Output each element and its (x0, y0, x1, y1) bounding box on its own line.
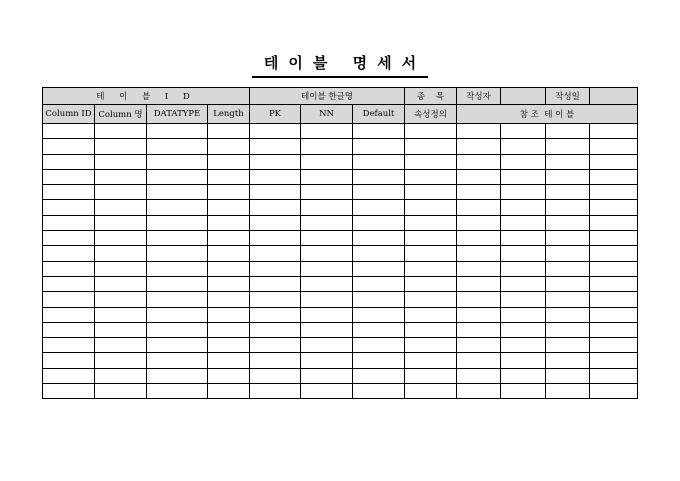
table-cell[interactable] (250, 276, 301, 291)
table-cell[interactable] (95, 246, 147, 261)
table-cell[interactable] (353, 307, 405, 322)
table-row (43, 200, 638, 215)
table-cell[interactable] (405, 169, 457, 184)
table-cell[interactable] (353, 154, 405, 169)
table-cell[interactable] (208, 200, 250, 215)
table-cell[interactable] (353, 231, 405, 246)
table-cell[interactable] (250, 200, 301, 215)
table-row (43, 231, 638, 246)
date-label: 작성일 (546, 88, 590, 105)
table-cell[interactable] (147, 368, 208, 383)
table-cell[interactable] (353, 368, 405, 383)
table-cell[interactable] (457, 384, 501, 399)
table-cell[interactable] (353, 292, 405, 307)
table-cell[interactable] (405, 368, 457, 383)
table-cell[interactable] (147, 276, 208, 291)
table-cell[interactable] (457, 231, 501, 246)
date-value[interactable] (590, 88, 638, 105)
table-cell[interactable] (43, 353, 95, 368)
table-row (43, 185, 638, 200)
table-cell[interactable] (590, 307, 638, 322)
table-cell[interactable] (250, 261, 301, 276)
table-cell[interactable] (301, 322, 353, 337)
table-cell[interactable] (546, 276, 590, 291)
table-cell[interactable] (43, 292, 95, 307)
table-cell[interactable] (546, 368, 590, 383)
table-cell[interactable] (590, 338, 638, 353)
table-cell[interactable] (43, 384, 95, 399)
table-cell[interactable] (250, 246, 301, 261)
table-row (43, 384, 638, 399)
table-cell[interactable] (250, 169, 301, 184)
col-header-pk: PK (250, 105, 301, 124)
category-label: 종 목 (405, 88, 457, 105)
table-cell[interactable] (301, 215, 353, 230)
table-cell[interactable] (501, 353, 546, 368)
table-cell[interactable] (301, 353, 353, 368)
table-cell[interactable] (546, 307, 590, 322)
table-cell[interactable] (301, 185, 353, 200)
table-cell[interactable] (501, 200, 546, 215)
table-cell[interactable] (590, 124, 638, 139)
table-cell[interactable] (208, 384, 250, 399)
table-cell[interactable] (147, 338, 208, 353)
table-cell[interactable] (250, 353, 301, 368)
table-cell[interactable] (353, 169, 405, 184)
table-cell[interactable] (501, 384, 546, 399)
table-cell[interactable] (457, 215, 501, 230)
table-cell[interactable] (353, 353, 405, 368)
table-cell[interactable] (546, 139, 590, 154)
table-cell[interactable] (43, 154, 95, 169)
table-cell[interactable] (95, 338, 147, 353)
table-cell[interactable] (95, 185, 147, 200)
table-cell[interactable] (501, 215, 546, 230)
table-row (43, 154, 638, 169)
table-cell[interactable] (457, 124, 501, 139)
table-row (43, 322, 638, 337)
table-cell[interactable] (95, 368, 147, 383)
table-cell[interactable] (250, 185, 301, 200)
table-cell[interactable] (501, 322, 546, 337)
table-cell[interactable] (546, 292, 590, 307)
table-cell[interactable] (301, 169, 353, 184)
header-row-1 (43, 88, 638, 105)
table-cell[interactable] (147, 185, 208, 200)
table-cell[interactable] (590, 368, 638, 383)
table-cell[interactable] (457, 353, 501, 368)
table-cell[interactable] (301, 307, 353, 322)
table-cell[interactable] (250, 231, 301, 246)
table-cell[interactable] (501, 139, 546, 154)
table-cell[interactable] (405, 353, 457, 368)
table-cell[interactable] (590, 246, 638, 261)
table-cell[interactable] (590, 200, 638, 215)
table-cell[interactable] (147, 139, 208, 154)
table-cell[interactable] (43, 200, 95, 215)
table-cell[interactable] (353, 185, 405, 200)
table-cell[interactable] (208, 338, 250, 353)
table-row (43, 124, 638, 139)
table-cell[interactable] (546, 353, 590, 368)
table-row (43, 338, 638, 353)
table-cell[interactable] (43, 261, 95, 276)
table-cell[interactable] (301, 246, 353, 261)
table-row (43, 215, 638, 230)
table-cell[interactable] (43, 322, 95, 337)
table-cell[interactable] (95, 215, 147, 230)
table-cell[interactable] (147, 124, 208, 139)
table-cell[interactable] (250, 307, 301, 322)
table-cell[interactable] (501, 276, 546, 291)
col-header-column-id: Column ID (43, 105, 95, 124)
table-cell[interactable] (147, 322, 208, 337)
table-cell[interactable] (405, 246, 457, 261)
table-cell[interactable] (43, 231, 95, 246)
table-cell[interactable] (43, 338, 95, 353)
title-wrap (0, 52, 680, 78)
table-cell[interactable] (95, 231, 147, 246)
table-cell[interactable] (457, 276, 501, 291)
table-row (43, 353, 638, 368)
col-header-datatype: DATATYPE (147, 105, 208, 124)
table-cell[interactable] (546, 185, 590, 200)
table-cell[interactable] (501, 338, 546, 353)
document-title: 테이블 명세서 (252, 52, 428, 78)
table-cell[interactable] (250, 292, 301, 307)
table-cell[interactable] (250, 215, 301, 230)
table-cell[interactable] (546, 384, 590, 399)
table-cell[interactable] (301, 261, 353, 276)
table-cell[interactable] (546, 338, 590, 353)
table-cell[interactable] (546, 246, 590, 261)
table-cell[interactable] (546, 322, 590, 337)
table-cell[interactable] (405, 292, 457, 307)
table-cell[interactable] (43, 185, 95, 200)
table-cell[interactable] (353, 200, 405, 215)
table-cell[interactable] (405, 307, 457, 322)
table-cell[interactable] (457, 292, 501, 307)
table-cell[interactable] (147, 231, 208, 246)
col-header-default: Default (353, 105, 405, 124)
table-cell[interactable] (501, 169, 546, 184)
table-cell[interactable] (405, 139, 457, 154)
table-cell[interactable] (208, 124, 250, 139)
table-cell[interactable] (250, 124, 301, 139)
table-row (43, 368, 638, 383)
table-cell[interactable] (353, 124, 405, 139)
table-cell[interactable] (353, 246, 405, 261)
table-cell[interactable] (147, 353, 208, 368)
table-cell[interactable] (208, 139, 250, 154)
table-cell[interactable] (353, 261, 405, 276)
table-cell[interactable] (546, 231, 590, 246)
table-cell[interactable] (405, 154, 457, 169)
table-cell[interactable] (43, 169, 95, 184)
table-cell[interactable] (208, 231, 250, 246)
table-cell[interactable] (405, 261, 457, 276)
table-cell[interactable] (457, 185, 501, 200)
table-cell[interactable] (353, 139, 405, 154)
table-cell[interactable] (95, 276, 147, 291)
table-cell[interactable] (590, 261, 638, 276)
author-label: 작성자 (457, 88, 501, 105)
table-cell[interactable] (501, 368, 546, 383)
table-cell[interactable] (546, 124, 590, 139)
table-cell[interactable] (43, 124, 95, 139)
table-cell[interactable] (208, 169, 250, 184)
table-cell[interactable] (43, 276, 95, 291)
table-cell[interactable] (95, 169, 147, 184)
table-cell[interactable] (301, 338, 353, 353)
table-cell[interactable] (147, 200, 208, 215)
table-cell[interactable] (457, 307, 501, 322)
table-cell[interactable] (43, 368, 95, 383)
table-row (43, 169, 638, 184)
table-cell[interactable] (208, 292, 250, 307)
table-cell[interactable] (457, 368, 501, 383)
table-cell[interactable] (43, 139, 95, 154)
table-cell[interactable] (147, 384, 208, 399)
table-cell[interactable] (405, 276, 457, 291)
table-cell[interactable] (590, 185, 638, 200)
table-cell[interactable] (208, 185, 250, 200)
table-cell[interactable] (546, 154, 590, 169)
table-cell[interactable] (590, 231, 638, 246)
table-cell[interactable] (353, 322, 405, 337)
table-cell[interactable] (208, 276, 250, 291)
table-cell[interactable] (501, 307, 546, 322)
table-cell[interactable] (501, 231, 546, 246)
table-cell[interactable] (301, 154, 353, 169)
table-row (43, 246, 638, 261)
table-row (43, 292, 638, 307)
table-cell[interactable] (405, 231, 457, 246)
table-korean-name-label: 테이블 한글명 (250, 88, 405, 105)
table-cell[interactable] (353, 338, 405, 353)
table-cell[interactable] (250, 322, 301, 337)
table-cell[interactable] (95, 200, 147, 215)
col-header-nn: NN (301, 105, 353, 124)
table-id-label: 테 이 블 I D (43, 88, 250, 105)
col-header-reference-table: 참 조 테 이 블 (457, 105, 638, 124)
table-cell[interactable] (250, 154, 301, 169)
table-row (43, 139, 638, 154)
table-cell[interactable] (405, 215, 457, 230)
table-cell[interactable] (147, 246, 208, 261)
table-cell[interactable] (43, 246, 95, 261)
table-cell[interactable] (147, 169, 208, 184)
table-cell[interactable] (250, 139, 301, 154)
table-cell[interactable] (208, 246, 250, 261)
table-cell[interactable] (590, 154, 638, 169)
table-cell[interactable] (590, 139, 638, 154)
table-cell[interactable] (43, 307, 95, 322)
table-cell[interactable] (501, 292, 546, 307)
table-cell[interactable] (457, 338, 501, 353)
table-cell[interactable] (457, 154, 501, 169)
table-cell[interactable] (546, 215, 590, 230)
table-cell[interactable] (501, 154, 546, 169)
table-spec-grid (42, 87, 638, 399)
table-cell[interactable] (147, 292, 208, 307)
table-cell[interactable] (546, 169, 590, 184)
table-cell[interactable] (95, 292, 147, 307)
col-header-column-name: Column 명 (95, 105, 147, 124)
table-cell[interactable] (590, 276, 638, 291)
table-cell[interactable] (546, 261, 590, 276)
table-cell[interactable] (405, 384, 457, 399)
table-cell[interactable] (43, 215, 95, 230)
table-cell[interactable] (501, 124, 546, 139)
table-cell[interactable] (301, 292, 353, 307)
table-cell[interactable] (501, 261, 546, 276)
table-cell[interactable] (95, 261, 147, 276)
table-cell[interactable] (590, 322, 638, 337)
table-cell[interactable] (301, 231, 353, 246)
table-cell[interactable] (501, 185, 546, 200)
table-cell[interactable] (147, 154, 208, 169)
table-cell[interactable] (405, 124, 457, 139)
table-cell[interactable] (147, 215, 208, 230)
table-cell[interactable] (457, 322, 501, 337)
table-cell[interactable] (250, 338, 301, 353)
table-cell[interactable] (405, 338, 457, 353)
table-cell[interactable] (590, 292, 638, 307)
table-body (43, 124, 638, 399)
author-value[interactable] (501, 88, 546, 105)
header-row-2 (43, 105, 638, 124)
table-cell[interactable] (353, 276, 405, 291)
table-row (43, 261, 638, 276)
table-cell[interactable] (457, 169, 501, 184)
table-cell[interactable] (301, 200, 353, 215)
table-cell[interactable] (590, 169, 638, 184)
table-cell[interactable] (501, 246, 546, 261)
table-cell[interactable] (95, 307, 147, 322)
table-cell[interactable] (457, 139, 501, 154)
table-cell[interactable] (95, 124, 147, 139)
table-row (43, 307, 638, 322)
table-cell[interactable] (405, 322, 457, 337)
table-cell[interactable] (95, 384, 147, 399)
table-cell[interactable] (208, 322, 250, 337)
table-cell[interactable] (301, 384, 353, 399)
table-cell[interactable] (147, 307, 208, 322)
table-cell[interactable] (301, 124, 353, 139)
table-cell[interactable] (95, 139, 147, 154)
table-cell[interactable] (208, 353, 250, 368)
table-cell[interactable] (147, 261, 208, 276)
table-cell[interactable] (405, 200, 457, 215)
table-cell[interactable] (208, 261, 250, 276)
table-cell[interactable] (457, 200, 501, 215)
table-cell[interactable] (457, 261, 501, 276)
table-cell[interactable] (353, 215, 405, 230)
table-cell[interactable] (250, 368, 301, 383)
table-cell[interactable] (208, 368, 250, 383)
table-cell[interactable] (95, 154, 147, 169)
table-cell[interactable] (546, 200, 590, 215)
table-cell[interactable] (353, 384, 405, 399)
table-cell[interactable] (590, 384, 638, 399)
col-header-attribute-def: 속성정의 (405, 105, 457, 124)
table-cell[interactable] (301, 368, 353, 383)
table-cell[interactable] (95, 322, 147, 337)
table-cell[interactable] (405, 185, 457, 200)
table-cell[interactable] (301, 276, 353, 291)
table-cell[interactable] (590, 215, 638, 230)
table-cell[interactable] (95, 353, 147, 368)
table-cell[interactable] (457, 246, 501, 261)
col-header-length: Length (208, 105, 250, 124)
table-row (43, 276, 638, 291)
table-cell[interactable] (301, 139, 353, 154)
table-cell[interactable] (208, 215, 250, 230)
table-cell[interactable] (250, 384, 301, 399)
table-cell[interactable] (208, 154, 250, 169)
table-cell[interactable] (208, 307, 250, 322)
table-cell[interactable] (590, 353, 638, 368)
